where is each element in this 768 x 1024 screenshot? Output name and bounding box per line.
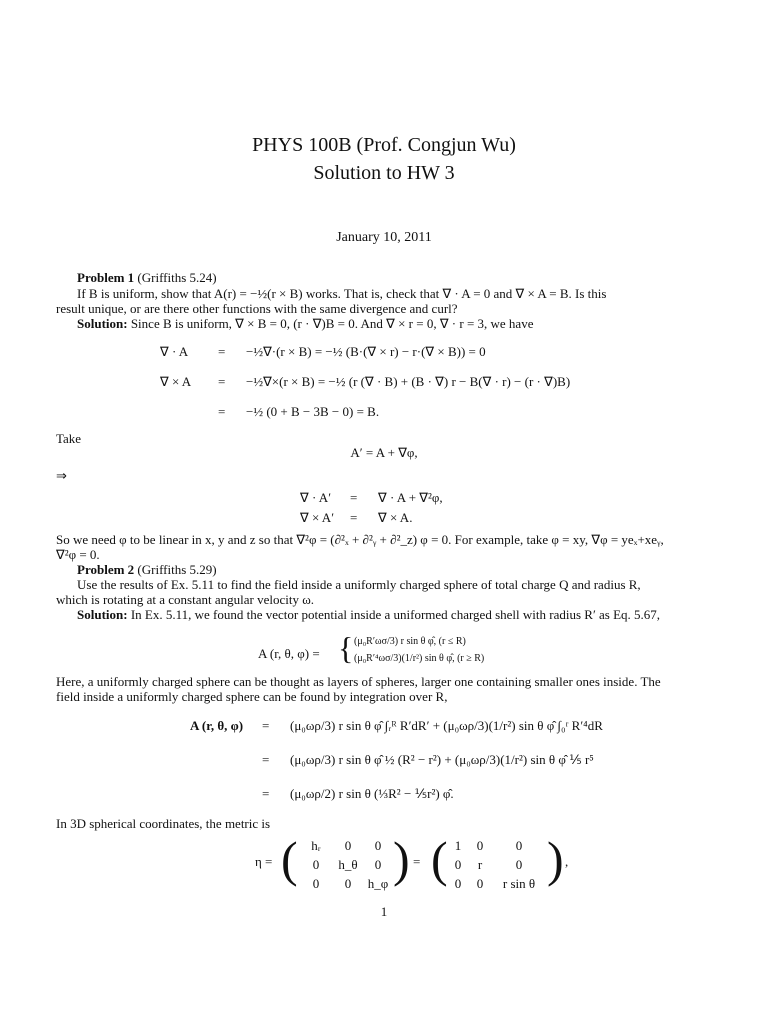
title-line-1: PHYS 100B (Prof. Congjun Wu) xyxy=(252,134,516,156)
problem2-solution-line xyxy=(77,607,660,622)
metric-h-cell-1-1: h_θ xyxy=(338,857,358,872)
problem1-statement-2: result unique, or are there other functions with the same divergence and curl? xyxy=(56,301,458,316)
problem1-solution-label: Solution: xyxy=(77,316,128,331)
problem1-conclusion-1: So we need φ to be linear in x, y and z so that ∇²φ = (∂²ₓ + ∂²ᵧ + ∂²_z) φ = 0. For example, take φ = xy, ∇φ = yeₓ+xeᵧ, xyxy=(56,532,664,547)
eq3-lhs xyxy=(160,404,218,420)
metric-h-cell-0-0: hᵣ xyxy=(311,838,321,853)
int-lhs: A (r, θ, φ) xyxy=(190,718,244,733)
metric-r-cell-1-1: r xyxy=(477,857,483,872)
metric-h-cell-1-2: 0 xyxy=(374,857,382,872)
metric-matrix-h xyxy=(299,838,393,892)
shell-brace: { xyxy=(338,630,354,666)
metric-r-cell-2-1: 0 xyxy=(476,876,484,891)
date: January 10, 2011 xyxy=(336,230,432,245)
problem1-conclusion-2: ∇²φ = 0. xyxy=(56,547,100,562)
implies-symbol: ⇒ xyxy=(56,468,67,483)
shell-case-2: (μ₀R′⁴ωσ/3)(1/r²) sin θ φ̂, (r ≥ R) xyxy=(354,653,485,664)
eq2-eq: = xyxy=(218,374,226,389)
int-rhs-3: (μ₀ωρ/2) r sin θ (⅓R² − ⅕r²) φ̂. xyxy=(290,786,454,801)
metric-paren-left-2: ( xyxy=(431,831,448,887)
metric-matrix-r xyxy=(447,838,547,892)
problem1-ref: (Griffiths 5.24) xyxy=(137,270,217,285)
int-eq-2: = xyxy=(262,752,270,767)
problem2-para-2: field inside a uniformly charged sphere can be found by integration over R, xyxy=(56,689,448,704)
int-eq-1: = xyxy=(262,718,270,733)
gauge-equation: A′ = A + ∇φ, xyxy=(350,445,418,460)
metric-h-cell-1-0: 0 xyxy=(312,857,320,872)
metric-r-cell-0-1: 0 xyxy=(476,838,484,853)
integration-equations xyxy=(190,718,690,802)
shell-lhs: A (r, θ, φ) = xyxy=(258,646,320,661)
eq2-lhs: ∇ × A xyxy=(160,374,192,389)
problem2-heading-line xyxy=(77,562,217,577)
int-rhs-1: (μ₀ωρ/3) r sin θ φ̂ ∫ᵣᴿ R′dR′ + (μ₀ωρ/3)(1/r²) sin θ φ̂ ∫₀ʳ R′⁴dR xyxy=(290,718,603,733)
curl-rhs: ∇ × A. xyxy=(378,510,413,525)
problem2-ref: (Griffiths 5.29) xyxy=(137,562,217,577)
eq1-rhs: −½∇·(r × B) = −½ (B·(∇ × r) − r·(∇ × B)) = 0 xyxy=(246,344,486,359)
problem2-solution-label: Solution: xyxy=(77,607,128,622)
problem1-statement-1: If B is uniform, show that A(r) = −½(r × B) works. That is, check that ∇ · A = 0 and ∇ × A = B. Is this xyxy=(77,286,607,301)
metric-h-cell-2-0: 0 xyxy=(312,876,320,891)
metric-lhs: η = xyxy=(255,854,273,869)
metric-paren-right-2: ) xyxy=(547,831,564,887)
eq1-lhs: ∇ · A xyxy=(160,344,189,359)
metric-r-cell-0-2: 0 xyxy=(515,838,523,853)
page-number: 1 xyxy=(380,904,388,919)
problem1-heading-line xyxy=(77,270,217,285)
metric-equals: = xyxy=(413,854,421,869)
problem1-heading: Problem 1 xyxy=(77,270,135,285)
problem2-statement-2: which is rotating at a constant angular velocity ω. xyxy=(56,592,315,607)
eq3-rhs: −½ (0 + B − 3B − 0) = B. xyxy=(246,404,380,419)
eq2-rhs: −½∇×(r × B) = −½ (r (∇ · B) + (B · ∇) r − B(∇ · r) − (r · ∇)B) xyxy=(246,374,571,389)
div-rhs: ∇ · A + ∇²φ, xyxy=(378,490,443,505)
problem1-solution-line xyxy=(77,316,533,331)
metric-r-cell-2-0: 0 xyxy=(454,876,462,891)
int-blank-3 xyxy=(190,786,262,802)
metric-intro: In 3D spherical coordinates, the metric is xyxy=(56,816,271,831)
eq1-eq: = xyxy=(218,344,226,359)
int-eq-3: = xyxy=(262,786,270,801)
metric-h-cell-2-1: 0 xyxy=(344,876,352,891)
metric-comma: , xyxy=(565,854,569,869)
metric-h-cell-2-2: h_φ xyxy=(367,876,389,891)
metric-paren-left-1: ( xyxy=(281,831,298,887)
metric-r-cell-1-2: 0 xyxy=(515,857,523,872)
metric-paren-right-1: ) xyxy=(393,831,410,887)
div-lhs: ∇ · A′ xyxy=(300,490,332,505)
title-line-2: Solution to HW 3 xyxy=(313,162,455,184)
problem2-para-1: Here, a uniformly charged sphere can be thought as layers of spheres, larger one containing smaller ones inside. The xyxy=(56,674,661,689)
int-rhs-2: (μ₀ωρ/3) r sin θ φ̂ ½ (R² − r²) + (μ₀ωρ/3)(1/r²) sin θ φ̂ ⅕ r⁵ xyxy=(290,752,594,767)
metric-r-cell-1-0: 0 xyxy=(454,857,462,872)
int-blank-2 xyxy=(190,752,262,768)
curl-lhs: ∇ × A′ xyxy=(300,510,335,525)
curl-eq: = xyxy=(350,510,358,525)
metric-r-cell-0-0: 1 xyxy=(454,838,462,853)
metric-h-cell-0-1: 0 xyxy=(344,838,352,853)
eq3-eq: = xyxy=(218,404,226,419)
div-eq: = xyxy=(350,490,358,505)
take-label: Take xyxy=(56,431,82,446)
shell-case-1: (μ₀R′ωσ/3) r sin θ φ̂, (r ≤ R) xyxy=(354,636,466,647)
problem2-heading: Problem 2 xyxy=(77,562,135,577)
gauge-check-equations xyxy=(300,490,578,526)
problem2-statement-1: Use the results of Ex. 5.11 to find the field inside a uniformly charged sphere of total charge Q and radius R, xyxy=(77,577,641,592)
problem1-solution-text: Since B is uniform, ∇ × B = 0, (r · ∇)B = 0. And ∇ × r = 0, ∇ · r = 3, we have xyxy=(130,316,534,331)
metric-r-cell-2-2: r sin θ xyxy=(502,876,536,891)
curl-div-equations xyxy=(160,344,686,420)
problem2-solution-text: In Ex. 5.11, we found the vector potential inside a uniformed charged shell with radius R′ as Eq. 5.67, xyxy=(130,607,661,622)
metric-h-cell-0-2: 0 xyxy=(374,838,382,853)
